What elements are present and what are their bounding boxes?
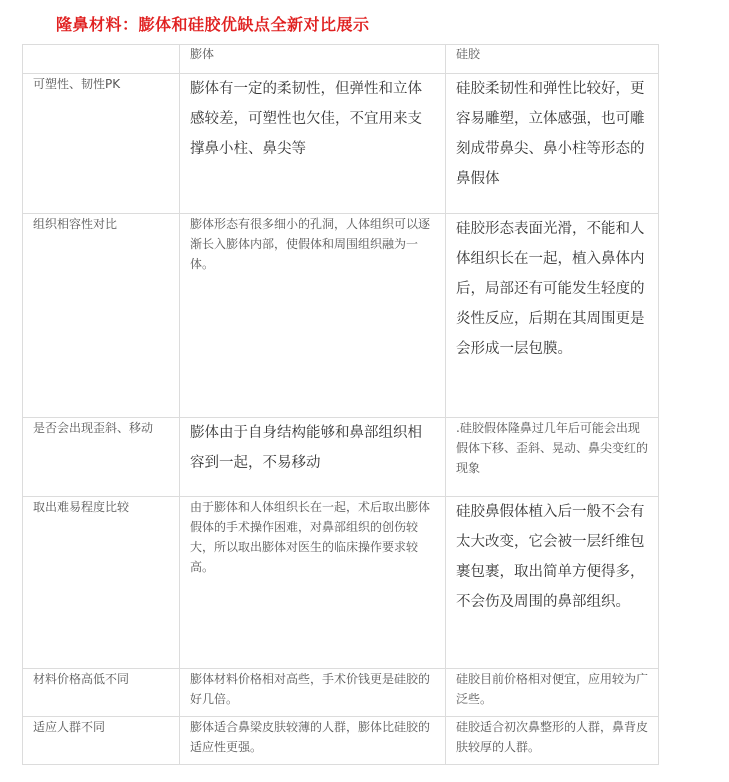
table-row: [23, 717, 659, 765]
silicone-cell: 硅胶柔韧性和弹性比较好，更容易雕塑，立体感强，也可雕刻成带鼻尖、鼻小柱等形态的鼻假体: [446, 74, 659, 214]
expanded-cell: 膨体由于自身结构能够和鼻部组织相容到一起，不易移动: [180, 418, 446, 497]
expanded-cell: 由于膨体和人体组织长在一起，术后取出膨体假体的手术操作困难，对鼻部组织的创伤较大，所以取出膨体对医生的临床操作要求较高。: [180, 497, 446, 669]
silicone-cell: 硅胶适合初次鼻整形的人群，鼻背皮肤较厚的人群。: [446, 717, 659, 765]
row-label: 可塑性、韧性PK: [23, 74, 180, 214]
silicone-cell: 硅胶鼻假体植入后一般不会有太大改变，它会被一层纤维包裹包裹，取出简单方便得多，不会伤及周围的鼻部组织。: [446, 497, 659, 669]
silicone-cell: .硅胶假体隆鼻过几年后可能会出现假体下移、歪斜、晃动、鼻尖变红的现象: [446, 418, 659, 497]
silicone-cell: 硅胶形态表面光滑，不能和人体组织长在一起，植入鼻体内后，局部还有可能发生轻度的炎性反应，后期在其周围更是会形成一层包膜。: [446, 214, 659, 418]
expanded-cell: 膨体有一定的柔韧性，但弹性和立体感较差，可塑性也欠佳，不宜用来支撑鼻小柱、鼻尖等: [180, 74, 446, 214]
header-cell-empty: [23, 45, 180, 74]
row-label: 取出难易程度比较: [23, 497, 180, 669]
silicone-cell: 硅胶目前价格相对便宜，应用较为广泛些。: [446, 669, 659, 717]
table-row: [23, 214, 659, 418]
table-header-row: [23, 45, 659, 74]
expanded-cell: 膨体适合鼻梁皮肤较薄的人群，膨体比硅胶的适应性更强。: [180, 717, 446, 765]
row-label: 适应人群不同: [23, 717, 180, 765]
expanded-cell: 膨体材料价格相对高些，手术价钱更是硅胶的好几倍。: [180, 669, 446, 717]
header-cell-silicone: 硅胶: [446, 45, 659, 74]
table-row: [23, 497, 659, 669]
table-row: [23, 418, 659, 497]
expanded-cell: 膨体形态有很多细小的孔洞，人体组织可以逐渐长入膨体内部，使假体和周围组织融为一体。: [180, 214, 446, 418]
page-title: 隆鼻材料：膨体和硅胶优缺点全新对比展示: [56, 15, 370, 34]
table-row: [23, 669, 659, 717]
row-label: 组织相容性对比: [23, 214, 180, 418]
row-label: 材料价格高低不同: [23, 669, 180, 717]
row-label: 是否会出现歪斜、移动: [23, 418, 180, 497]
comparison-table: [22, 44, 659, 765]
header-cell-expanded: 膨体: [180, 45, 446, 74]
table-row: [23, 74, 659, 214]
